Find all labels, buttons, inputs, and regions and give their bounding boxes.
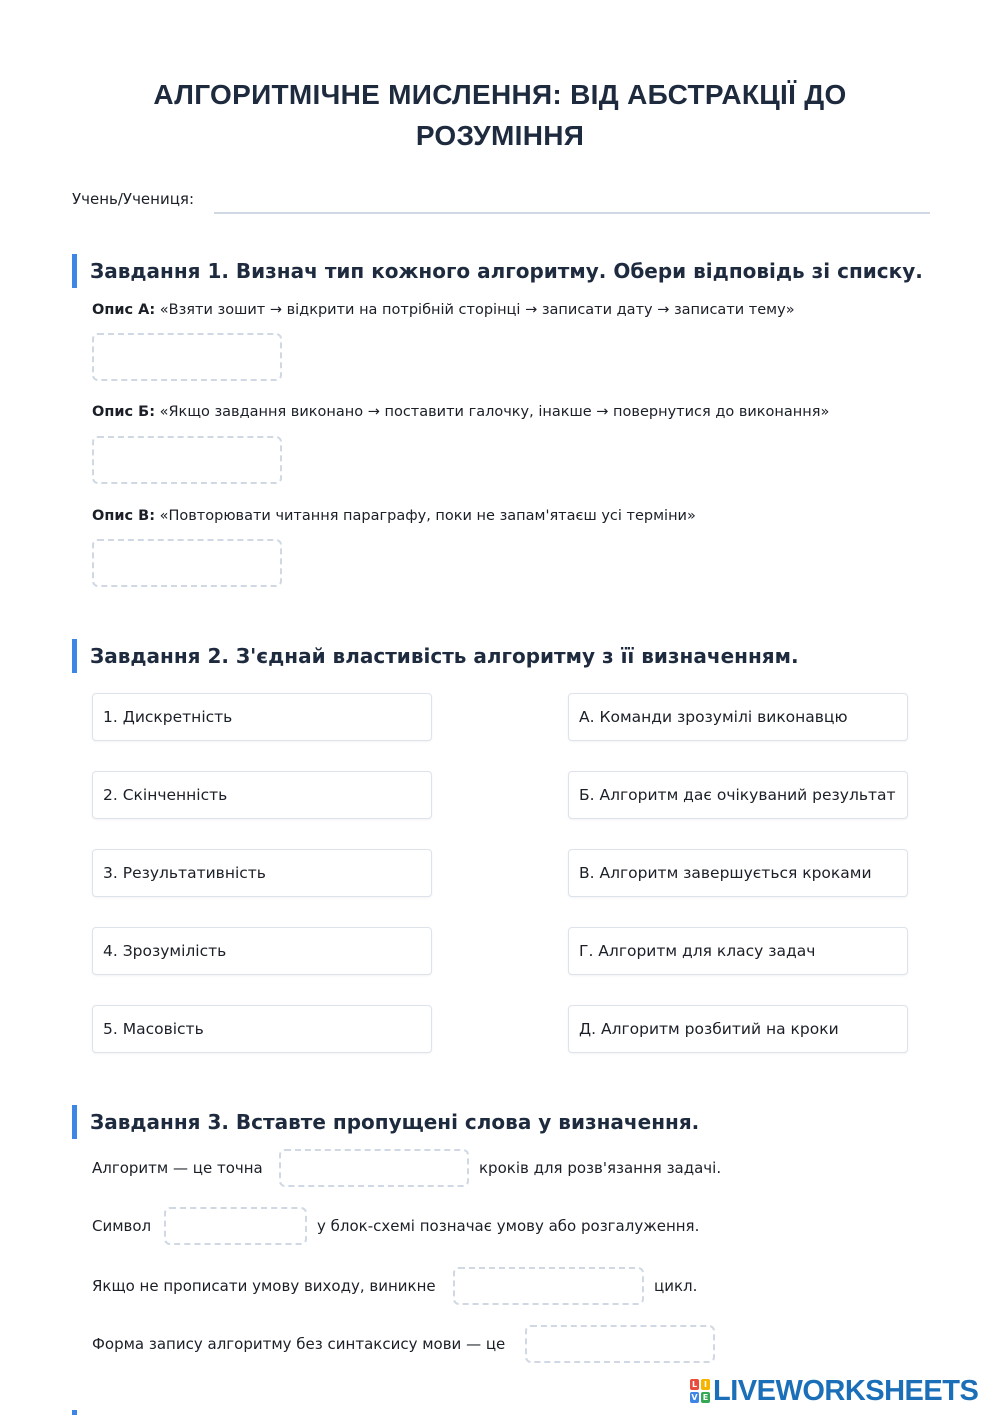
liveworksheets-brand[interactable] xyxy=(690,1374,978,1408)
student-name-input[interactable] xyxy=(214,196,930,214)
task1-item-b-label: Опис Б: xyxy=(92,404,155,420)
task1-answer-b[interactable] xyxy=(92,436,282,484)
match-right-item[interactable]: Д. Алгоритм розбитий на кроки xyxy=(568,1005,908,1053)
next-section-marker xyxy=(72,1410,77,1415)
match-left-item[interactable]: 2. Скінченність xyxy=(92,771,432,819)
match-left-item[interactable]: 4. Зрозумілість xyxy=(92,927,432,975)
task1-answer-c[interactable] xyxy=(92,539,282,587)
task3-blank-4[interactable] xyxy=(525,1325,715,1363)
match-right-item[interactable]: В. Алгоритм завершується кроками xyxy=(568,849,908,897)
task1-item-b-text: «Якщо завдання виконано → поставити галочку, інакше → повернутися до виконання» xyxy=(159,404,830,420)
task1-item-a-text: «Взяти зошит → відкрити на потрібній сторінці → записати дату → записати тему» xyxy=(159,302,795,318)
page-title: АЛГОРИТМІЧНЕ МИСЛЕННЯ: ВІД АБСТРАКЦІЇ ДО РОЗУМІННЯ xyxy=(153,79,847,151)
task3-s1-after: кроків для розв'язання задачі. xyxy=(479,1159,722,1177)
match-right-item[interactable]: Б. Алгоритм дає очікуваний результат xyxy=(568,771,908,819)
task2-heading: Завдання 2. З'єднай властивість алгоритму з її визначенням. xyxy=(72,639,932,673)
task1-item-c-label: Опис В: xyxy=(92,508,155,524)
task3-s3-before: Якщо не прописати умову виходу, виникне xyxy=(92,1277,436,1295)
match-left-item[interactable]: 5. Масовість xyxy=(92,1005,432,1053)
liveworksheets-logo-icon: L I V E xyxy=(691,1380,709,1402)
task1-answer-a[interactable] xyxy=(92,333,282,381)
student-label: Учень/Учениця: xyxy=(72,190,195,208)
task1-heading: Завдання 1. Визнач тип кожного алгоритму. Обери відповідь зі списку. xyxy=(72,254,932,288)
task3-blank-1[interactable] xyxy=(279,1149,469,1187)
task3-s2-after: у блок-схемі позначає умову або розгалуження. xyxy=(317,1217,700,1235)
liveworksheets-wordmark: LIVEWORKSHEETS xyxy=(713,1374,979,1407)
task1-item-b xyxy=(92,404,829,420)
task3-heading: Завдання 3. Вставте пропущені слова у визначення. xyxy=(72,1105,932,1139)
task3-blank-3[interactable] xyxy=(453,1267,644,1305)
task3-s2-before: Символ xyxy=(92,1217,152,1235)
task1-item-a-label: Опис А: xyxy=(92,302,156,318)
match-right-item[interactable]: А. Команди зрозумілі виконавцю xyxy=(568,693,908,741)
task3-s3-after: цикл. xyxy=(654,1277,698,1295)
task3-blank-2[interactable] xyxy=(164,1207,307,1245)
match-right-item[interactable]: Г. Алгоритм для класу задач xyxy=(568,927,908,975)
task1-item-c-text: «Повторювати читання параграфу, поки не запам'ятаєш усі терміни» xyxy=(159,508,696,524)
task1-item-c xyxy=(92,508,696,524)
task3-s1-before: Алгоритм — це точна xyxy=(92,1159,263,1177)
match-left-item[interactable]: 3. Результативність xyxy=(92,849,432,897)
task3-s4-before: Форма запису алгоритму без синтаксису мови — це xyxy=(92,1335,506,1353)
task1-item-a xyxy=(92,302,795,318)
match-left-item[interactable]: 1. Дискретність xyxy=(92,693,432,741)
